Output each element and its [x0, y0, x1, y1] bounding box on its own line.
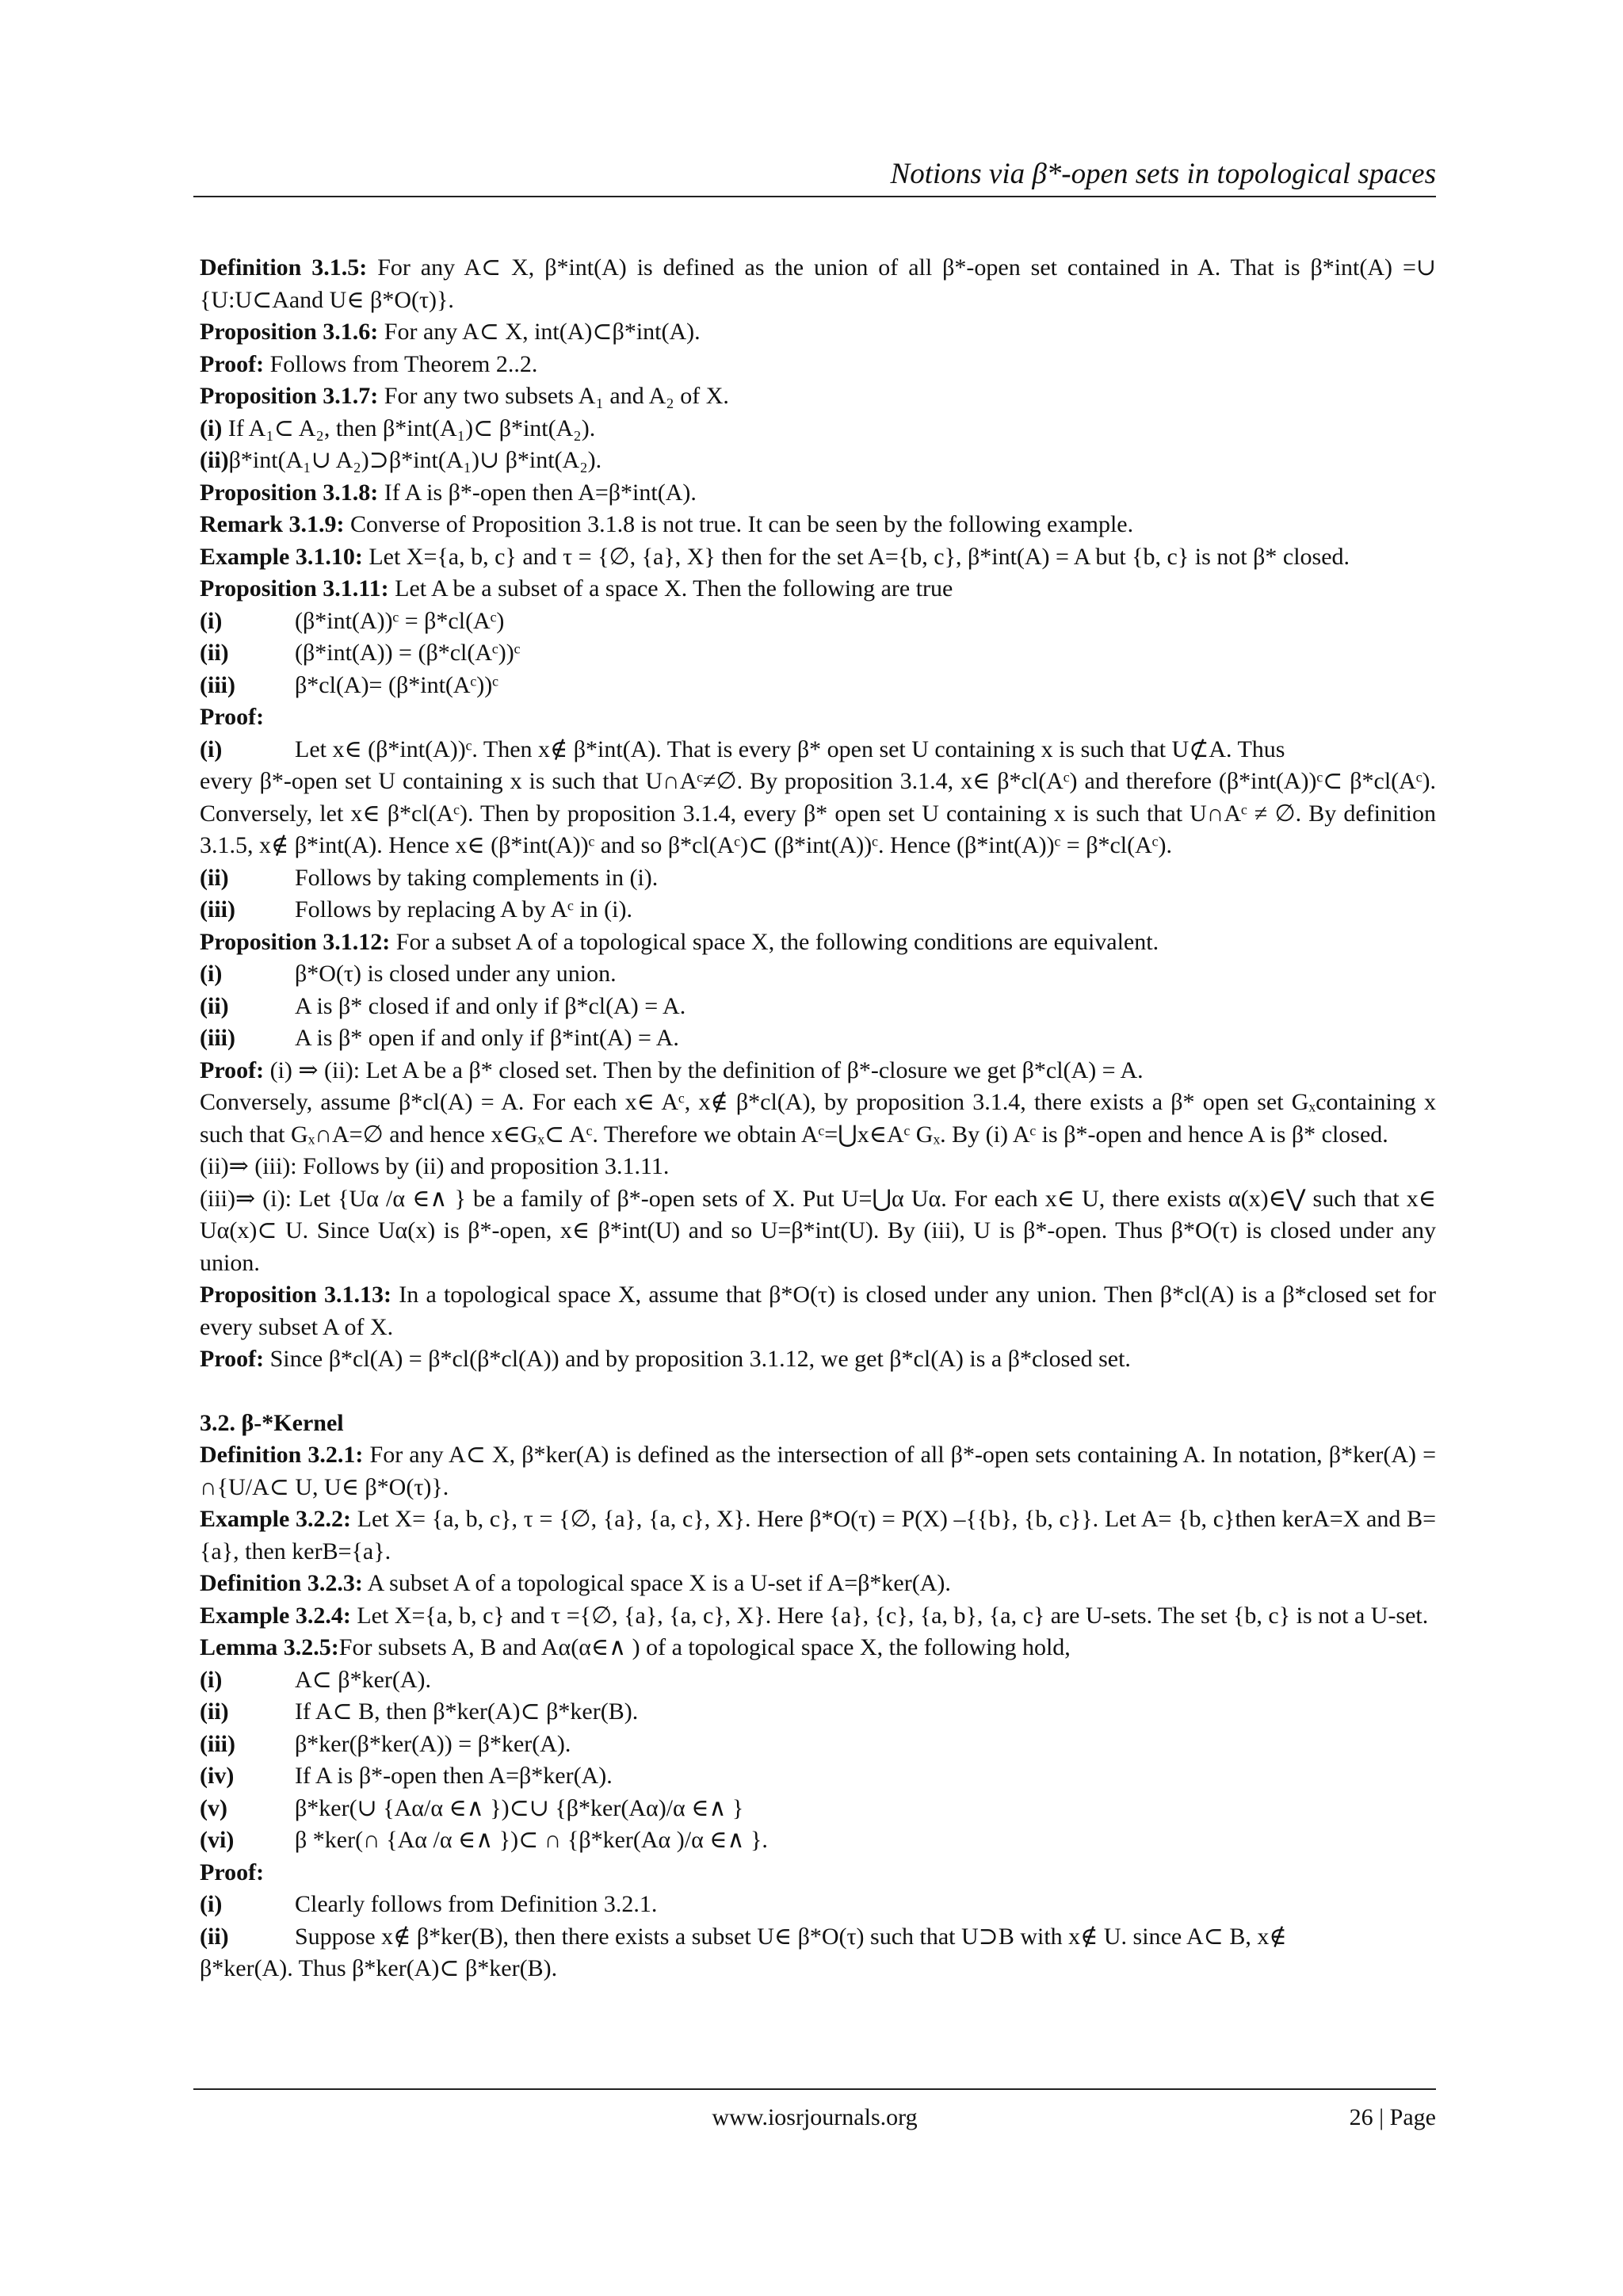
paragraph-text: For any two subsets A₁ and A₂ of X. [378, 383, 729, 409]
paragraph-text: Let A be a subset of a space X. Then the following are true [388, 575, 953, 602]
paragraph [200, 701, 1436, 734]
item-text: If A⊂ B, then β*ker(A)⊂ β*ker(B). [295, 1698, 639, 1725]
paragraph [200, 766, 1436, 862]
item-text: β*ker(β*ker(A)) = β*ker(A). [295, 1730, 571, 1757]
paragraph-heading: (i) [200, 415, 223, 441]
paragraph-text: every β*-open set U containing x is such that U∩Aᶜ≠∅. By proposition 3.1.4, x∈ β*cl(Aᶜ) and therefore (β*int(A))ᶜ⊂ β*cl(Aᶜ). Conversely, let x∈ β*cl(Aᶜ). Then by proposition 3.1.4, every β* open set U containing x is such that U∩Aᶜ ≠ ∅. By definition 3.1.5, x∉ β*int(A). Hence x∈ (β*int(A))ᶜ and so β*cl(Aᶜ)⊂ (β*int(A))ᶜ. Hence (β*int(A))ᶜ = β*cl(Aᶜ). [200, 768, 1436, 858]
item-label: (ii) [200, 992, 229, 1019]
paragraph-text: A subset A of a topological space X is a U-set if A=β*ker(A). [362, 1570, 951, 1596]
paragraph [200, 316, 1436, 349]
paragraph-heading: Lemma 3.2.5: [200, 1634, 339, 1660]
enumerated-item [200, 1696, 1436, 1729]
enumerated-item [200, 1760, 1436, 1793]
paragraph [200, 1600, 1436, 1633]
paragraph-text: In a topological space X, assume that β*O(τ) is closed under any union. Then β*cl(A) is a β*closed set for every subset A of X. [200, 1282, 1436, 1340]
enumerated-item [200, 1729, 1436, 1761]
paragraph-text: For any A⊂ X, β*int(A) is defined as the union of all β*-open set contained in A. That is β*int(A) =∪ {U:U⊂Aand U∈ β*O(τ)}. [200, 254, 1437, 313]
paragraph [200, 1343, 1436, 1376]
paragraph-heading: Proof: [200, 1859, 265, 1885]
item-label: (ii) [200, 1923, 229, 1950]
enumerated-item [200, 670, 1436, 702]
paragraph-text: If A₁⊂ A₂, then β*int(A₁)⊂ β*int(A₂). [222, 415, 596, 441]
paragraph-text: Converse of Proposition 3.1.8 is not true. It can be seen by the following example. [344, 511, 1134, 537]
header-rule [193, 196, 1436, 197]
paragraph [200, 1632, 1436, 1664]
journal-website: www.iosrjournals.org [712, 2104, 918, 2130]
paragraph-text: (i) ⇒ (ii): Let A be a β* closed set. Then by the definition of β*-closure we get β*cl(A) = A. [264, 1056, 1144, 1083]
item-text: (β*int(A))ᶜ = β*cl(Aᶜ) [295, 607, 505, 634]
item-label: (ii) [200, 640, 229, 666]
enumerated-item [200, 1664, 1436, 1697]
paragraph-heading: Definition 3.2.3: [200, 1570, 363, 1596]
article-body [200, 252, 1436, 1985]
paragraph [200, 573, 1436, 606]
item-label: (i) [200, 607, 223, 634]
paragraph-text: If A is β*-open then A=β*int(A). [378, 479, 697, 506]
paragraph-text: Let X={a, b, c} and τ ={∅, {a}, {a, c}, X}. Here {a}, {c}, {a, b}, {a, c} are U-sets. The set {b, c} is not a U-set. [350, 1602, 1429, 1629]
item-text: Follows by replacing A by Aᶜ in (i). [295, 896, 632, 923]
paragraph-heading: Definition 3.2.1: [200, 1442, 364, 1468]
item-label: (ii) [200, 864, 229, 891]
enumerated-item [200, 1022, 1436, 1055]
paragraph-text: (iii)⇒ (i): Let {Uα /α ∈∧ } be a family of β*-open sets of X. Put U=⋃α Uα. For each x∈ U, there exists α(x)∈⋁ such that x∈ Uα(x)⊂ U. Since Uα(x) is β*-open, x∈ β*int(U) and so U=β*int(U). By (iii), U is β*-open. Thus β*O(τ) is closed under any union. [200, 1185, 1436, 1276]
paragraph-heading: Proof: [200, 1056, 265, 1083]
item-text: Follows by taking complements in (i). [295, 864, 659, 891]
enumerated-item [200, 1889, 1436, 1921]
item-label: (iii) [200, 671, 235, 698]
paragraph [200, 1183, 1436, 1280]
enumerated-item [200, 637, 1436, 670]
item-label: (ii) [200, 1698, 229, 1725]
paragraph-heading: Proposition 3.1.11: [200, 575, 389, 602]
item-text: β*O(τ) is closed under any union. [295, 961, 617, 987]
paragraph [200, 541, 1436, 574]
paragraph [200, 445, 1436, 477]
paragraph-text: For any A⊂ X, β*ker(A) is defined as the intersection of all β*-open sets containing A. In notation, β*ker(A) = ∩{U/A⊂ U, U∈ β*O(τ)}. [200, 1442, 1436, 1500]
paragraph-text: For subsets A, B and Aα(α∈∧ ) of a topological space X, the following hold, [338, 1634, 1071, 1660]
paragraph-heading: Example 3.1.10: [200, 543, 363, 570]
paragraph-text: β*ker(A). Thus β*ker(A)⊂ β*ker(B). [200, 1955, 558, 1981]
paragraph-text: Let X= {a, b, c}, τ = {∅, {a}, {a, c}, X}. Here β*O(τ) = P(X) –{{b}, {b, c}}. Let A= {b, c}then kerA=X and B={a}, then kerB={a}. [200, 1506, 1436, 1564]
paragraph [200, 509, 1436, 541]
item-label: (i) [200, 1891, 223, 1917]
paragraph [200, 349, 1436, 381]
item-text: (β*int(A)) = (β*cl(Aᶜ))ᶜ [295, 640, 521, 666]
paragraph [200, 1503, 1436, 1568]
paragraph-heading: Proposition 3.1.12: [200, 928, 391, 955]
enumerated-item [200, 991, 1436, 1023]
paragraph-heading: Proof: [200, 350, 265, 377]
item-label: (i) [200, 735, 223, 762]
paragraph [200, 1568, 1436, 1600]
paragraph-heading: Proof: [200, 1346, 265, 1372]
item-label: (v) [200, 1794, 227, 1821]
item-text: If A is β*-open then A=β*ker(A). [295, 1763, 613, 1789]
item-text: Suppose x∉ β*ker(B), then there exists a subset U∈ β*O(τ) such that U⊃B with x∉ U. since A⊂ B, x∉ [295, 1923, 1287, 1950]
enumerated-item [200, 1824, 1436, 1857]
paragraph-heading: 3.2. β-*Kernel [200, 1409, 344, 1436]
paragraph-heading: Proposition 3.1.6: [200, 319, 379, 345]
footer-rule [193, 2088, 1436, 2090]
paragraph-heading: Remark 3.1.9: [200, 511, 345, 537]
item-text: Clearly follows from Definition 3.2.1. [295, 1891, 658, 1917]
paragraph-heading: Example 3.2.2: [200, 1506, 352, 1532]
enumerated-item [200, 958, 1436, 991]
paragraph-text: Follows from Theorem 2..2. [264, 350, 538, 377]
enumerated-item [200, 1921, 1436, 1954]
paragraph-heading: Definition 3.1.5: [200, 254, 368, 281]
item-text: β*cl(A)= (β*int(Aᶜ))ᶜ [295, 671, 498, 698]
paragraph-text: Since β*cl(A) = β*cl(β*cl(A)) and by proposition 3.1.12, we get β*cl(A) is a β*closed set. [264, 1346, 1131, 1372]
spacer [200, 1376, 1436, 1408]
paragraph-heading: Proposition 3.1.13: [200, 1282, 392, 1308]
paragraph [200, 1439, 1436, 1503]
paragraph [200, 1953, 1436, 1985]
enumerated-item [200, 734, 1436, 766]
item-label: (i) [200, 1666, 223, 1693]
paragraph [200, 380, 1436, 413]
item-text: β*ker(∪ {Aα/α ∈∧ })⊂∪ {β*ker(Aα)/α ∈∧ } [295, 1794, 744, 1821]
enumerated-item [200, 1793, 1436, 1825]
item-text: A is β* closed if and only if β*cl(A) = A. [295, 992, 686, 1019]
enumerated-item [200, 862, 1436, 895]
paragraph-heading: Proposition 3.1.7: [200, 383, 379, 409]
item-label: (iii) [200, 896, 235, 923]
paragraph-heading: Proposition 3.1.8: [200, 479, 379, 506]
paragraph-text: (ii)⇒ (iii): Follows by (ii) and proposition 3.1.11. [200, 1153, 670, 1179]
paragraph-heading: (ii) [200, 447, 229, 473]
running-header: Notions via β*-open sets in topological spaces [890, 158, 1436, 190]
paragraph [200, 252, 1436, 316]
item-label: (iii) [200, 1025, 235, 1051]
paragraph-text: For any A⊂ X, int(A)⊂β*int(A). [378, 319, 701, 345]
item-label: (i) [200, 961, 223, 987]
paragraph-heading: Proof: [200, 704, 265, 730]
item-label: (iv) [200, 1763, 235, 1789]
paragraph [200, 1408, 1436, 1440]
item-label: (vi) [200, 1827, 235, 1853]
paragraph-text: For a subset A of a topological space X, the following conditions are equivalent. [390, 928, 1159, 955]
paragraph [200, 1087, 1436, 1151]
item-text: A is β* open if and only if β*int(A) = A. [295, 1025, 679, 1051]
paragraph-heading: Example 3.2.4: [200, 1602, 351, 1629]
paragraph [200, 477, 1436, 510]
enumerated-item [200, 606, 1436, 638]
item-text: Let x∈ (β*int(A))ᶜ. Then x∉ β*int(A). That is every β* open set U containing x is such that U⊄A. Thus [295, 735, 1285, 762]
item-text: A⊂ β*ker(A). [295, 1666, 432, 1693]
paragraph [200, 1151, 1436, 1183]
paragraph-text: Let X={a, b, c} and τ = {∅, {a}, X} then for the set A={b, c}, β*int(A) = A but {b, c} is not β* closed. [362, 543, 1350, 570]
item-text: β *ker(∩ {Aα /α ∈∧ })⊂ ∩ {β*ker(Aα )/α ∈∧ }. [295, 1827, 768, 1853]
paragraph-text: β*int(A₁∪ A₂)⊃β*int(A₁)∪ β*int(A₂). [228, 447, 602, 473]
paragraph [200, 413, 1436, 445]
page-number: 26 | Page [1349, 2104, 1436, 2130]
paragraph [200, 1857, 1436, 1889]
paragraph [200, 1279, 1436, 1343]
page-footer [193, 2102, 1436, 2134]
paragraph [200, 926, 1436, 959]
paragraph-text: Conversely, assume β*cl(A) = A. For each x∈ Aᶜ, x∉ β*cl(A), by proposition 3.1.4, there exists a β* open set Gₓcontaining x such that Gₓ∩A=∅ and hence x∈Gₓ⊂ Aᶜ. Therefore we obtain Aᶜ=⋃x∈Aᶜ Gₓ. By (i) Aᶜ is β*-open and hence A is β* closed. [200, 1089, 1436, 1148]
item-label: (iii) [200, 1730, 235, 1757]
enumerated-item [200, 894, 1436, 926]
paragraph [200, 1055, 1436, 1087]
